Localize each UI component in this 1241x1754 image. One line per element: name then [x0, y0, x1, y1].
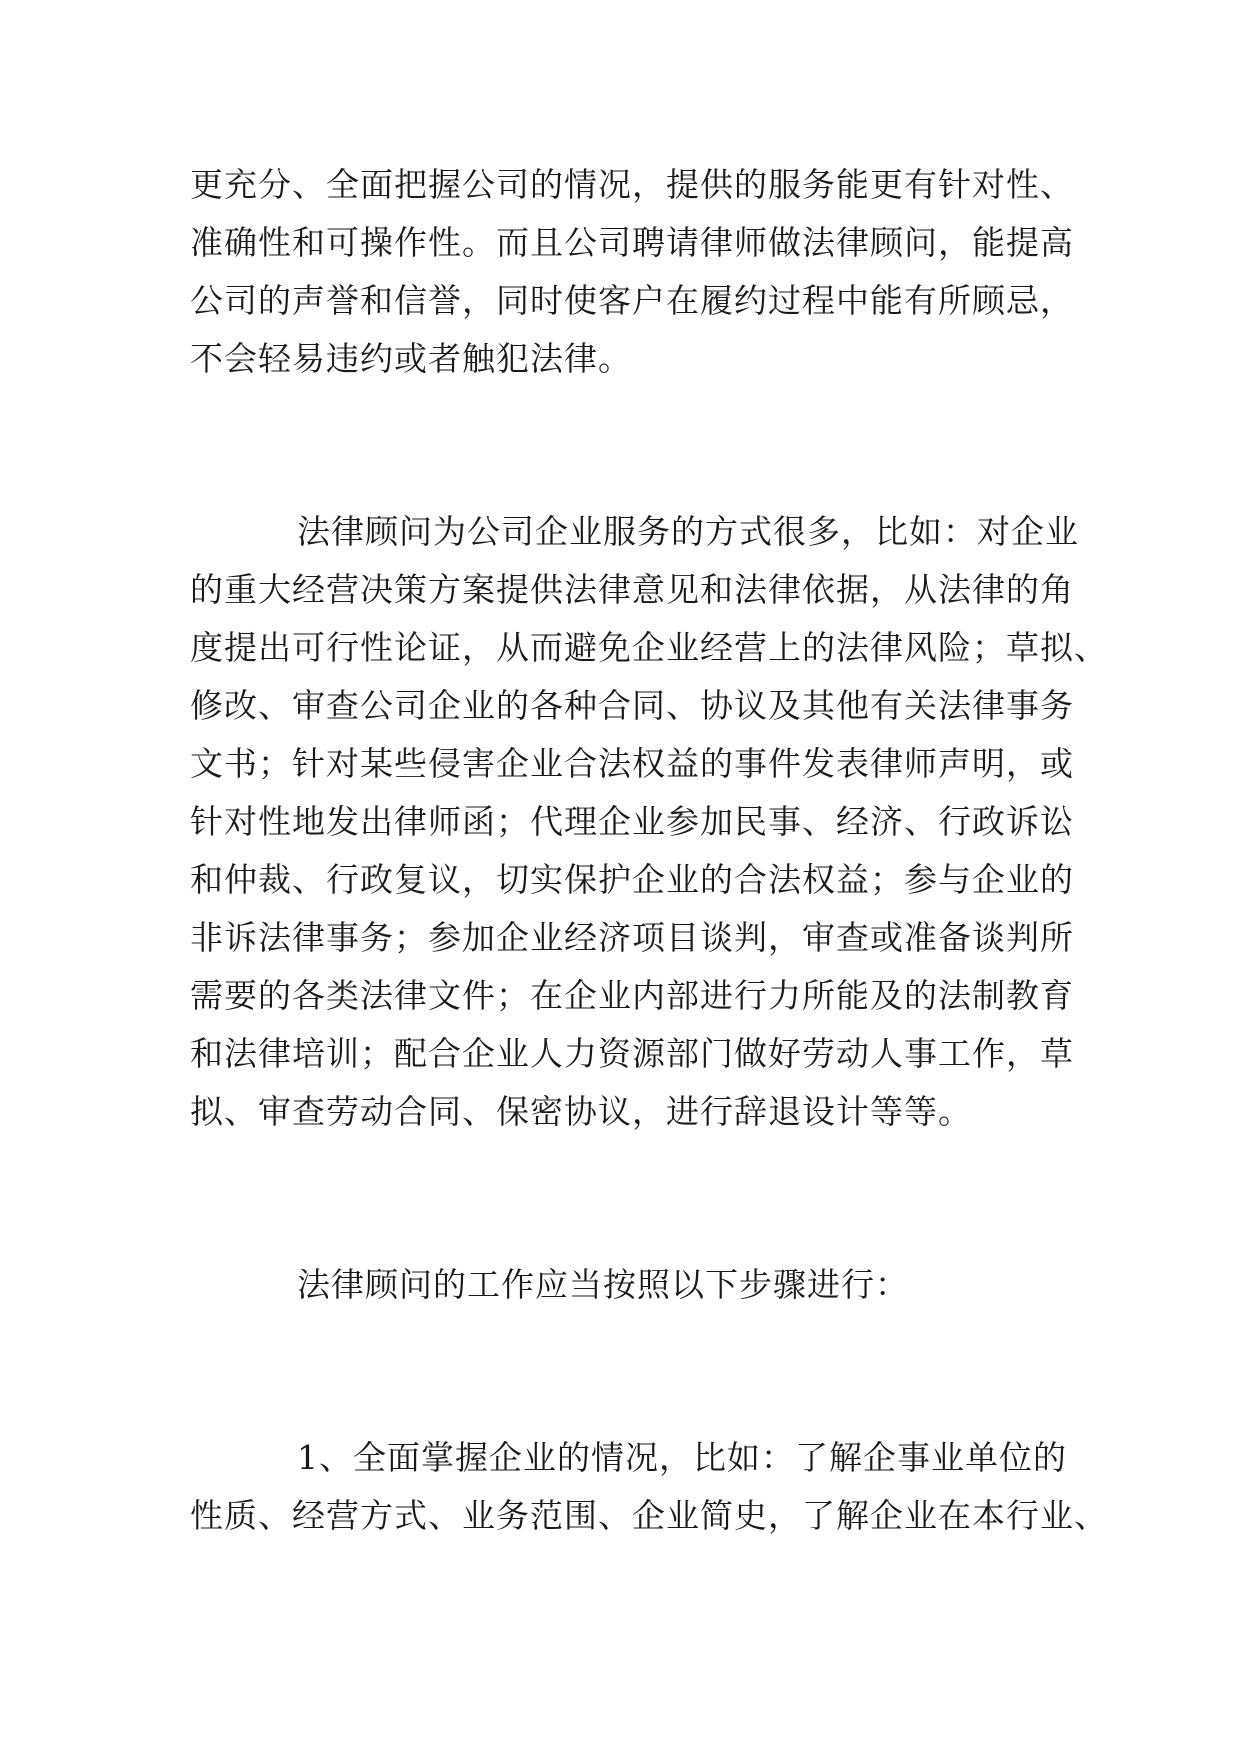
text-line: 不会轻易违约或者触犯法律。	[190, 339, 632, 378]
text-line: 针对性地发出律师函；代理企业参加民事、经济、行政诉讼	[190, 802, 1074, 841]
text-line: 修改、审查公司企业的各种合同、协议及其他有关法律事务	[190, 686, 1074, 725]
text-line: 法律顾问为公司企业服务的方式很多，比如：对企业	[297, 512, 1079, 551]
text-line: 更充分、全面把握公司的情况，提供的服务能更有针对性、	[190, 165, 1074, 204]
text-line: 性质、经营方式、业务范围、企业简史，了解企业在本行业、	[190, 1496, 1108, 1535]
text-line: 和仲裁、行政复议，切实保护企业的合法权益；参与企业的	[190, 860, 1074, 899]
text-line: 和法律培训；配合企业人力资源部门做好劳动人事工作，草	[190, 1034, 1074, 1073]
text-line: 拟、审查劳动合同、保密协议，进行辞退设计等等。	[190, 1092, 972, 1131]
text-line: 的重大经营决策方案提供法律意见和法律依据，从法律的角	[190, 570, 1074, 609]
text-line: 法律顾问的工作应当按照以下步骤进行：	[297, 1265, 909, 1304]
text-line: 非诉法律事务；参加企业经济项目谈判，审查或准备谈判所	[190, 918, 1074, 957]
text-line: 1、全面掌握企业的情况，比如：了解企事业单位的	[297, 1438, 1067, 1477]
text-line: 需要的各类法律文件；在企业内部进行力所能及的法制教育	[190, 976, 1074, 1015]
text-line: 准确性和可操作性。而且公司聘请律师做法律顾问，能提高	[190, 223, 1074, 262]
text-line: 公司的声誉和信誉，同时使客户在履约过程中能有所顾忌，	[190, 281, 1074, 320]
text-line: 文书；针对某些侵害企业合法权益的事件发表律师声明，或	[190, 744, 1074, 783]
text-line: 度提出可行性论证，从而避免企业经营上的法律风险；草拟、	[190, 628, 1108, 667]
